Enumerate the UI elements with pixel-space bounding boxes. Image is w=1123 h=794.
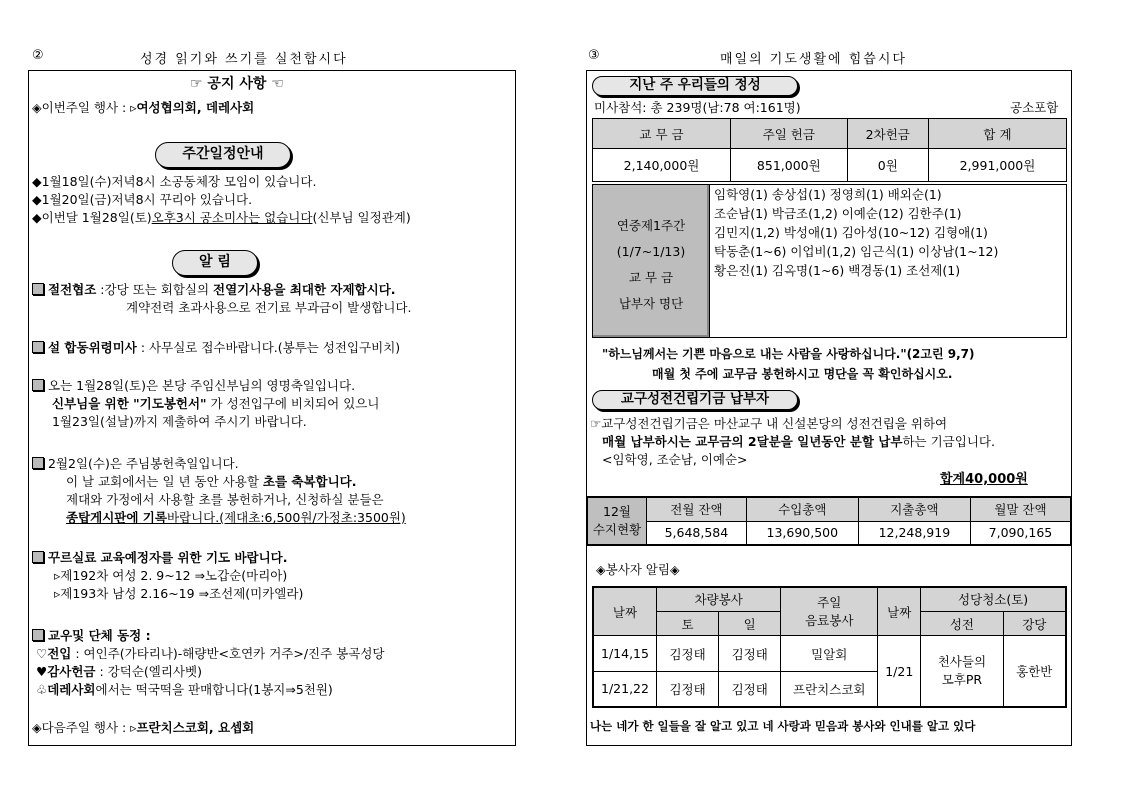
vol-clean-hall: 홍한반 [1003,636,1066,707]
vol-row-sun: 김정태 [719,636,781,672]
next-week-event: ◈다음주일 행사 : ▹프란치스코회, 요셉회 [32,720,255,735]
donor-row: 탁동춘(1~6) 이업비(1,2) 임근식(1) 이상남(1~12) [714,244,999,259]
offering-value-tithe: 2,140,000원 [593,149,731,182]
vol-row-sat: 김정태 [657,636,719,672]
footer-verse: 나는 네가 한 일들을 잘 알고 있고 네 사랑과 믿음과 봉사와 인내를 알고 있다 [590,719,976,733]
vol-header-clean: 성당청소(토) [921,587,1066,611]
notice-title: ☞ 공지 사항 ☜ [190,76,284,92]
square-bullet-icon [32,341,44,353]
tithe-reminder: 매월 첫 주에 교무금 봉헌하시고 명단을 꼭 확인하십시오. [652,367,953,381]
finance-header-prev: 전월 잔액 [647,497,747,521]
vol-header-sanct: 성전 [921,611,1003,635]
power-saving-note: 계약전력 초과사용으로 전기료 부과금이 발생합니다. [126,300,412,315]
news-item-1: ♡전입 : 여인주(가타리나)-해량반<호연카 거주>/진주 봉곡성당 [36,646,385,661]
finance-header-expense: 지출총액 [858,497,970,521]
donor-label-tithe: 교 무 금 [628,270,674,285]
donor-label-list: 납부자 명단 [618,296,684,311]
finance-value-income: 13,690,500 [746,521,858,545]
vol-header-car: 차량봉사 [657,587,781,611]
vol-row-date: 1/21,22 [593,671,657,707]
notice-board-title: 알 림 [172,250,258,276]
square-bullet-icon [32,551,44,563]
feast-day-line-2: 신부님을 위한 "기도봉헌서" 가 성전입구에 비치되어 있으니 [52,396,380,411]
news-title: 교우및 단체 동정 : [32,628,151,644]
vol-clean-sanct: 천사들의 모후PR [921,636,1003,707]
attendance-note: 공소포함 [1010,100,1059,115]
weekly-schedule-title: 주간일정안내 [155,142,291,168]
vol-row-drink: 밀알회 [781,636,878,672]
candle-line-3: 제대와 가정에서 사용할 초를 봉헌하거나, 신청하실 분들은 [66,492,384,507]
finance-label: 12월 수지현황 [587,497,647,545]
donor-label-week: 연중제1주간 [616,218,686,233]
news-item-2: ♥감사헌금 : 강덕순(엘리사벳) [36,664,202,679]
square-bullet-icon [32,629,44,641]
finance-header-end: 월말 잔액 [970,497,1071,521]
offering-table [592,118,1067,182]
offering-value-second: 0원 [847,149,928,182]
vol-row-sun: 김정태 [719,671,781,707]
page-number-left: ② [32,48,46,63]
vol-header-sat: 토 [657,611,719,635]
scripture-quote: "하느님께서는 기쁜 마음으로 내는 사람을 사랑하십니다."(2고린 9,7) [602,347,975,361]
finance-value-prev: 5,648,584 [647,521,747,545]
square-bullet-icon [32,379,44,391]
volunteer-table [592,586,1067,708]
page-number-right: ③ [588,48,602,63]
finance-table [586,496,1072,546]
offering-header-second: 2차헌금 [847,119,928,149]
memorial-mass-notice: 설 합동위령미사 : 사무실로 접수바랍니다.(봉투는 성전입구비치) [32,340,400,356]
donor-row: 조순남(1) 박금조(1,2) 이예순(12) 김한주(1) [714,206,962,221]
offering-value-total: 2,991,000원 [928,149,1066,182]
donor-row: 임학영(1) 송상섭(1) 정영희(1) 배외순(1) [714,187,942,202]
finance-value-expense: 12,248,919 [858,521,970,545]
candle-line-4: 종탑게시판에 기록바랍니다.(제대초:6,500원/가정초:3500원) [66,510,406,525]
vol-row-date: 1/14,15 [593,636,657,672]
cursillo-title: 꾸르실료 교육예정자를 위한 기도 바랍니다. [32,550,288,566]
fund-desc-1: ☞교구성전건립기금은 마산교구 내 신설본당의 성전건립을 위하여 [590,416,948,431]
feast-day-line-3: 1월23일(설날)까지 제출하여 주시기 바랍니다. [52,414,307,429]
donor-list [709,184,1067,338]
vol-header-drink: 주일 음료봉사 [781,587,878,636]
finance-value-end: 7,090,165 [970,521,1071,545]
power-saving-notice: 절전협조 :강당 또는 회합실의 전열기사용을 최대한 자제합시다. [32,282,396,298]
offering-title: 지난 주 우리들의 정성 [592,76,798,96]
weekly-item-1: ◆1월18일(수)저녁8시 소공동체장 모임이 있습니다. [32,174,317,189]
vol-header-hall: 강당 [1003,611,1066,635]
donor-label-box [592,184,710,338]
offering-header-total: 합 계 [928,119,1066,149]
fund-title: 교구성전건립기금 납부자 [592,390,798,410]
vol-header-sun: 일 [719,611,781,635]
donor-row: 김민지(1,2) 박성애(1) 김아성(10~12) 김형애(1) [714,225,988,240]
finance-header-income: 수입총액 [746,497,858,521]
cursillo-item-2: ▹제193차 남성 2.16~19 ⇒조선제(미카엘라) [54,586,304,601]
cursillo-item-1: ▹제192차 여성 2. 9~12 ⇒노갑순(마리아) [54,568,288,583]
weekly-item-2: ◆1월20일(금)저녁8시 꾸리아 있습니다. [32,192,253,207]
left-page-header: 성경 읽기와 쓰기를 실천합시다 [140,52,348,67]
donor-label-range: (1/7~1/13) [616,244,686,259]
right-page-header: 매일의 기도생활에 힘씁시다 [720,52,907,67]
square-bullet-icon [32,457,44,469]
vol-clean-date: 1/21 [878,636,921,707]
fund-donors: <임학영, 조순남, 이예순> [602,452,748,467]
donor-row: 황은진(1) 김옥명(1~6) 백경동(1) 조선제(1) [714,263,961,278]
candle-line-2: 이 날 교회에서는 일 년 동안 사용할 초를 축복합니다. [66,474,357,489]
fund-total: 합계40,000원 [940,472,1028,487]
square-bullet-icon [32,283,44,295]
vol-row-drink: 프란치스코회 [781,671,878,707]
offering-header-tithe: 교 무 금 [593,119,731,149]
vol-row-sat: 김정태 [657,671,719,707]
candle-line-1: 2월2일(수)은 주님봉헌축일입니다. [32,456,239,472]
offering-header-sunday: 주일 헌금 [731,119,848,149]
this-week-event: ◈이번주일 행사 : ▹여성협의회, 데레사회 [32,100,255,115]
offering-value-sunday: 851,000원 [731,149,848,182]
weekly-item-3: ◆이번달 1월28일(토)오후3시 공소미사는 없습니다(신부님 일정관계) [32,210,411,225]
fund-desc-2: 매월 납부하시는 교무금의 2달분을 일년동안 분할 납부하는 기금입니다. [602,434,995,449]
feast-day-line-1: 오는 1월28일(토)은 본당 주임신부님의 영명축일입니다. [32,378,355,394]
vol-header-date-2: 날짜 [878,587,921,636]
volunteer-title: ◈봉사자 알림◈ [596,562,680,577]
vol-header-date: 날짜 [593,587,657,636]
attendance: 미사참석: 총 239명(남:78 여:161명) [594,100,801,115]
news-item-3: ♧데레사회에서는 떡국떡을 판매합니다(1봉지⇒5천원) [36,682,333,697]
